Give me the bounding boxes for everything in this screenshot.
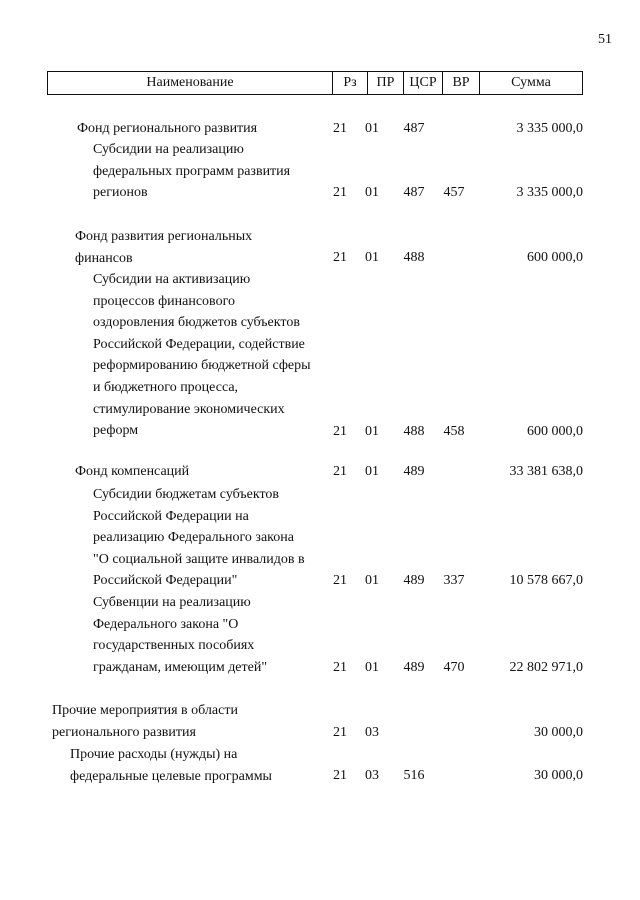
code-cell: 03 <box>365 768 379 783</box>
name-line: Федерального закона "О <box>93 616 239 632</box>
name-line: Фонд регионального развития <box>77 121 258 136</box>
header-vr: ВР <box>443 72 480 94</box>
name-line: реформ <box>93 423 139 439</box>
name-line: Субсидии на реализацию <box>93 142 244 157</box>
code-cell: 03 <box>365 725 379 740</box>
name-line: Российской Федерации на <box>93 508 249 524</box>
code-cell: 21 <box>333 660 347 675</box>
name-line: Прочие расходы (нужды) на <box>70 747 238 762</box>
code-cell: 516 <box>403 768 425 783</box>
name-line: оздоровления бюджетов субъектов <box>93 315 300 331</box>
name-line: Российской Федерации, содействие <box>93 336 305 352</box>
code-cell: 470 <box>443 660 465 675</box>
code-cell: 01 <box>365 185 379 200</box>
code-cell: 457 <box>443 185 465 200</box>
row-name <box>77 118 257 140</box>
code-cell: 33 381 638,0 <box>509 464 583 479</box>
header-name: Наименование <box>48 72 333 94</box>
name-line: "О социальной защите инвалидов в <box>93 551 305 567</box>
name-line: Фонд развития региональных <box>75 229 253 244</box>
code-cell: 01 <box>365 250 379 265</box>
code-cell: 487 <box>403 185 425 200</box>
name-line: регионов <box>93 185 148 201</box>
row-name <box>93 484 305 592</box>
code-cell: 21 <box>333 464 347 479</box>
code-cell: 3 335 000,0 <box>516 121 583 136</box>
code-cell: 21 <box>333 768 347 783</box>
header-sum: Сумма <box>511 75 551 90</box>
name-line: федеральные целевые программы <box>70 768 272 784</box>
page-number: 51 <box>598 32 612 47</box>
row-name <box>75 226 252 269</box>
code-cell: 30 000,0 <box>534 725 583 740</box>
code-cell: 488 <box>403 424 425 439</box>
code-cell: 489 <box>403 464 425 479</box>
table-header <box>47 71 583 95</box>
name-line: Фонд компенсаций <box>75 464 190 479</box>
name-line: реализацию Федерального закона <box>93 530 294 546</box>
row-name <box>93 139 290 204</box>
header-csr: ЦСР <box>404 72 443 94</box>
header-pr: ПР <box>368 72 404 94</box>
name-line: Прочие мероприятия в области <box>52 703 238 718</box>
code-cell: 3 335 000,0 <box>516 185 583 200</box>
code-cell: 30 000,0 <box>534 768 583 783</box>
code-cell: 489 <box>403 660 425 675</box>
name-line: регионального развития <box>52 724 196 740</box>
name-line: процессов финансового <box>93 293 235 309</box>
code-cell: 21 <box>333 725 347 740</box>
name-line: финансов <box>75 250 133 266</box>
name-line: Субсидии на активизацию <box>93 272 251 287</box>
code-cell: 600 000,0 <box>527 424 583 439</box>
code-cell: 487 <box>403 121 425 136</box>
name-line: и бюджетного процесса, <box>93 379 239 395</box>
name-line: реформированию бюджетной сферы <box>93 358 311 374</box>
header-rz: Рз <box>333 72 368 94</box>
name-line: стимулирование экономических <box>93 401 285 417</box>
row-name <box>52 700 238 743</box>
name-line: федеральных программ развития <box>93 163 291 179</box>
name-line: гражданам, имеющим детей" <box>93 659 268 675</box>
name-line: Субсидии бюджетам субъектов <box>93 487 280 502</box>
code-cell: 01 <box>365 424 379 439</box>
name-line: Субвенции на реализацию <box>93 595 251 610</box>
code-cell: 21 <box>333 185 347 200</box>
code-cell: 10 578 667,0 <box>509 573 583 588</box>
code-cell: 21 <box>333 121 347 136</box>
code-cell: 458 <box>443 424 465 439</box>
row-name <box>93 592 267 678</box>
code-cell: 337 <box>443 573 465 588</box>
row-name <box>93 269 311 442</box>
code-cell: 01 <box>365 464 379 479</box>
code-cell: 489 <box>403 573 425 588</box>
name-line: Российской Федерации" <box>93 573 238 589</box>
code-cell: 01 <box>365 573 379 588</box>
code-cell: 01 <box>365 121 379 136</box>
code-cell: 22 802 971,0 <box>509 660 583 675</box>
code-cell: 01 <box>365 660 379 675</box>
row-name <box>70 744 272 787</box>
code-cell: 21 <box>333 573 347 588</box>
name-line: государственных пособиях <box>93 638 255 654</box>
code-cell: 600 000,0 <box>527 250 583 265</box>
code-cell: 21 <box>333 250 347 265</box>
code-cell: 488 <box>403 250 425 265</box>
code-cell: 21 <box>333 424 347 439</box>
row-name <box>75 461 189 483</box>
